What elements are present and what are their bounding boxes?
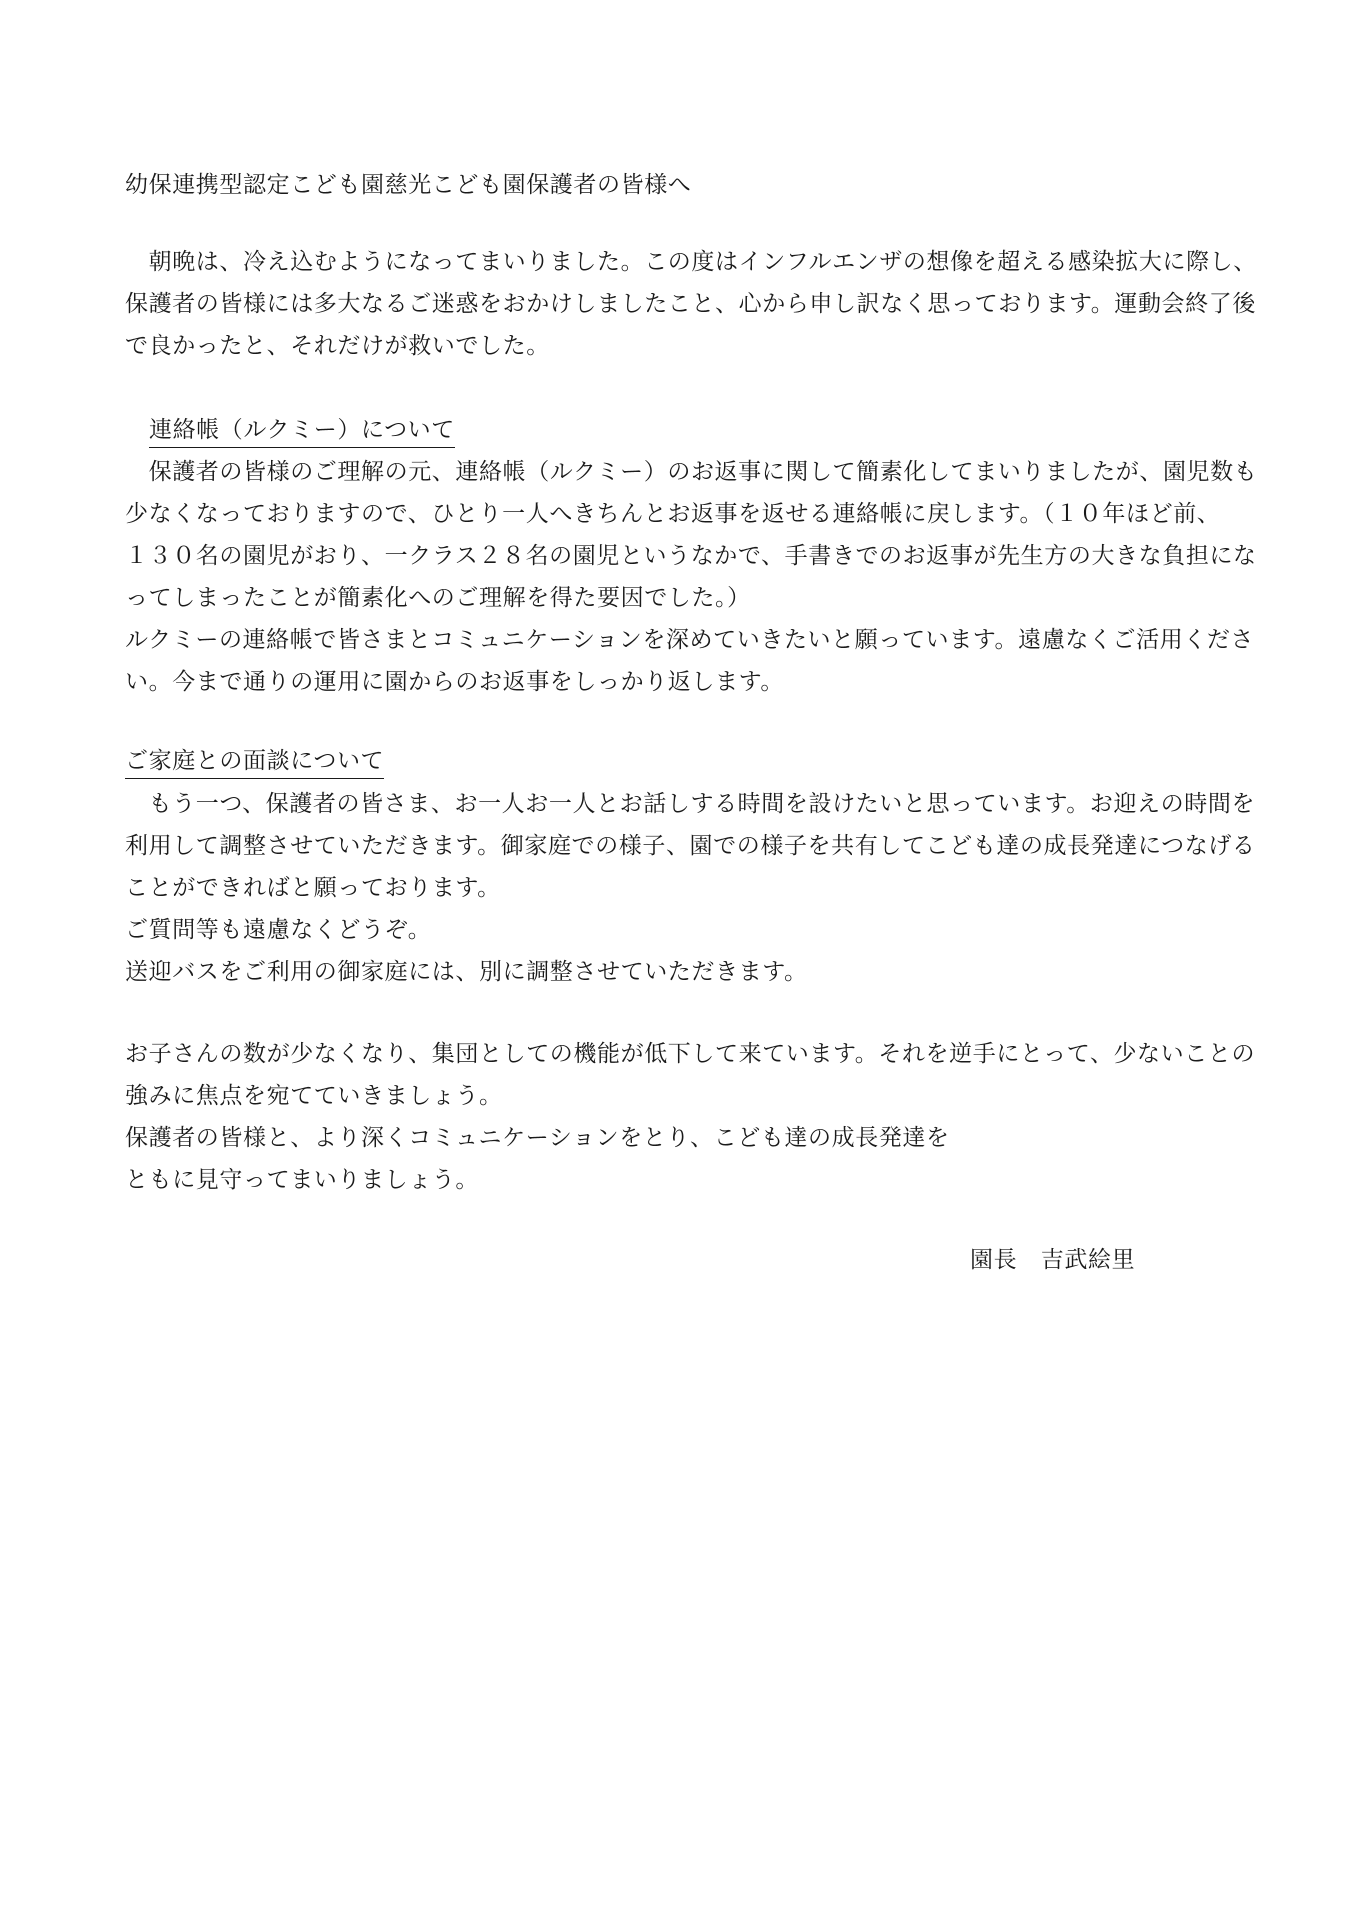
closing-line: 強みに焦点を宛てていきましょう。: [125, 1083, 503, 1109]
section-line: ルクミーの連絡帳で皆さまとコミュニケーションを深めていきたいと願っています。遠慮なくご活用くださ: [125, 627, 1255, 653]
section-line: もう一つ、保護者の皆さま、お一人お一人とお話しする時間を設けたいと思っています。お迎えの時間を: [125, 791, 1256, 817]
intro-line: 保護者の皆様には多大なるご迷惑をおかけしましたこと、心から申し訳なく思っております。運動会終了後: [125, 291, 1256, 317]
addressee-line: 幼保連携型認定こども園慈光こども園保護者の皆様へ: [125, 172, 692, 198]
section-line: 少なくなっておりますので、ひとり一人へきちんとお返事を返せる連絡帳に戻します。（１０年ほど前、: [125, 501, 1221, 527]
section-line: 保護者の皆様のご理解の元、連絡帳（ルクミー）のお返事に関して簡素化してまいりましたが、園児数も: [125, 459, 1258, 485]
section-line: い。今まで通りの運用に園からのお返事をしっかり返します。: [125, 669, 784, 695]
section-line: ことができればと願っております。: [125, 875, 501, 901]
signature: 園長 吉武絵里: [970, 1247, 1136, 1273]
section-heading-renrakucho: 連絡帳（ルクミー）について: [149, 415, 455, 448]
section-line: ご質問等も遠慮なくどうぞ。: [125, 917, 432, 943]
section-line: １３０名の園児がおり、一クラス２８名の園児というなかで、手書きでのお返事が先生方の大きな負担にな: [125, 543, 1257, 569]
closing-line: 保護者の皆様と、より深くコミュニケーションをとり、こども達の成長発達を: [125, 1125, 950, 1151]
intro-line: で良かったと、それだけが救いでした。: [125, 333, 550, 359]
section-line: 送迎バスをご利用の御家庭には、別に調整させていただきます。: [125, 959, 808, 985]
section-heading-mendan: ご家庭との面談について: [125, 746, 384, 779]
section-line: 利用して調整させていただきます。御家庭での様子、園での様子を共有してこども達の成長発達につなげる: [125, 833, 1256, 859]
section-line: ってしまったことが簡素化へのご理解を得た要因でした。）: [125, 585, 751, 611]
intro-line: 朝晩は、冷え込むようになってまいりました。この度はインフルエンザの想像を超える感染拡大に際し、: [125, 249, 1257, 275]
closing-line: ともに見守ってまいりましょう。: [125, 1167, 479, 1193]
closing-line: お子さんの数が少なくなり、集団としての機能が低下して来ています。それを逆手にとって、少ないことの: [125, 1041, 1256, 1067]
